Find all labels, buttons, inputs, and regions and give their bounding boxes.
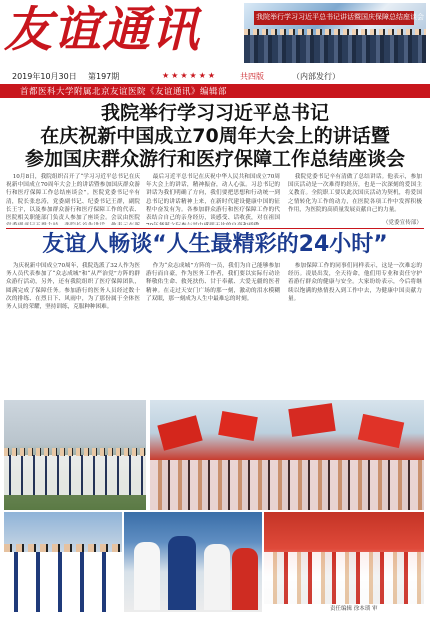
feature-headline: 友谊人畅谈“人生最精彩的24小时” (42, 232, 388, 257)
photo-medical-team (4, 512, 122, 612)
feature-col3-text: 参加保障工作的同事们同样表示，这是一次难忘的经历。凌晨出发，全天待命，他们用专业和责任守护着游行群众的健康与安全。大家纷纷表示，今后将继续以饱满的热情投入到工作中去，为健康中国贡献力量。 (288, 263, 422, 302)
feature-col2 (146, 262, 280, 380)
issue-date: 2019年10月30日 (12, 72, 77, 81)
issue-number: 第197期 (88, 72, 120, 81)
photo-flag-waving-crowd (150, 400, 424, 510)
section-divider (6, 228, 424, 229)
doctor-3 (204, 544, 230, 610)
banner-audience (244, 35, 426, 63)
doctor-1 (134, 542, 160, 610)
doctor-2 (168, 536, 196, 610)
celebration-people (264, 552, 424, 604)
lead-col1-text: 10月8日，我院组织召开了“学习习近平总书记在庆祝新中国成立70周年大会上的讲话暨参加国庆群众游行和医疗保障工作总结座谈会”。医院党委书记辛有清，院长张忠涛，党委副书记、纪委书记王群，副院长王宇，以及参加群众游行和医疗保障工作的代表、医院相关职能部门负责人参加了座谈会。会议由医院 (6, 174, 140, 222)
lead-article-col2 (146, 173, 280, 225)
crowd-people (150, 460, 424, 510)
photo-doctors-with-patient (124, 512, 262, 612)
lead-author: （党委宣传部） (382, 220, 422, 226)
lead-col2-text: 最后习近平总书记在庆祝中华人民共和国成立70周年大会上的讲话，精神振奋，动人心弦。习总书记的讲话为我们明确了方向，我们要把思想和行动统一到总书记的讲话精神上来，在新时代建设健康中国的征程中奋发有为。各参加群众游行和医疗保障工作的代表结合自己的亲身经历，谈感受、话收获，对在祖国 (146, 174, 280, 222)
lead-article-col1 (6, 173, 140, 225)
lead-headline-3: 参加国庆群众游行和医疗保障工作总结座谈会 (24, 148, 405, 170)
feature-col1-text: 为庆祝新中国成立70周年，我院选派了32人作为医务人员代表参加了“众志成城”和“从严治党”方阵的群众游行活动，另外，还有我院组织了医疗保障团队，圆满完成了保障任务。参加游行的医务人员经过数十次的排练、在烈日下、风雨中，为了那份属于全体医务人员的荣耀，坚持训练，克服种种困难。 (6, 263, 140, 311)
masthead-banner-photo (244, 3, 426, 63)
photo-celebration-group (264, 512, 424, 604)
parade-heads (4, 448, 146, 456)
flag-3 (288, 403, 335, 437)
issue-note: （内部发行） (292, 72, 340, 81)
feature-col1 (6, 262, 140, 392)
medical-team-people (4, 552, 122, 612)
lead-col3-text: 我院党委书记辛有清做了总结讲话。他表示，参加国庆活动是一次难得的经历，也是一次深刻的爱国主义教育。全院职工要以此次国庆活动为契机，将爱国之情转化为工作的动力，在医院各项工作中发挥积极作用，为医院的高质量发展贡献自己的力量。 (288, 174, 422, 213)
banner-stage-text: 我院举行学习习近平总书记讲话暨国庆保障总结座谈会 (256, 13, 424, 21)
photo-parade-rehearsal (4, 400, 146, 510)
flag-2 (218, 411, 258, 441)
feature-col2-text: 作为“众志成城”方阵的一员，我们为自己能够参加游行而自豪，作为医务工作者，我们要以实际行动诠释敬佑生命、救死扶伤、甘于奉献、大爱无疆的医者精神。在走过天安门广场的那一刻，激动的泪水模糊了双眼，那一刻成为人生中最难忘的时刻。 (146, 263, 280, 302)
photo-credit: 责任编辑 徐本琐 审 (330, 606, 378, 612)
flag-1 (157, 415, 202, 450)
flag-4 (358, 414, 404, 448)
feature-col3 (288, 262, 422, 392)
sponsor-bar-text: 首都医科大学附属北京友谊医院《友谊通讯》编辑部 (20, 87, 228, 97)
lead-headline-1: 我院举行学习习近平总书记 (100, 102, 329, 124)
issue-line (12, 71, 422, 83)
lead-headline-2: 在庆祝新中国成立70周年大会上的讲话暨 (40, 125, 390, 147)
issue-stars: ★★★★★★ (162, 71, 218, 80)
doctor-4 (232, 548, 258, 610)
medical-team-heads (4, 544, 122, 552)
issue-edition: 共四版 (240, 72, 264, 81)
lead-article-col3 (288, 173, 422, 217)
parade-marchers (4, 455, 146, 495)
masthead-title: 友谊通讯 (4, 2, 201, 58)
